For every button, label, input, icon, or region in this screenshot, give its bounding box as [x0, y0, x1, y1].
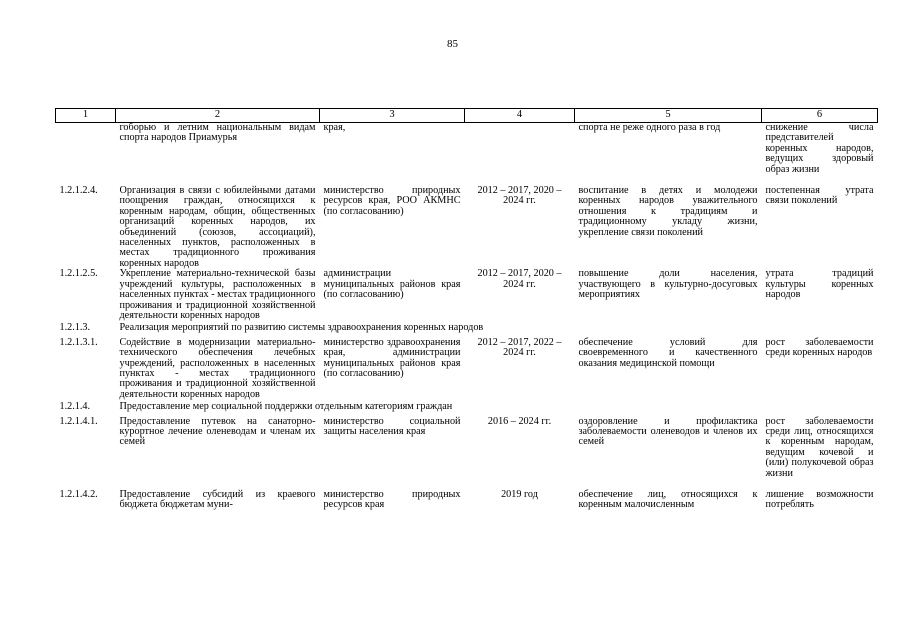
executor-cell: министерство социальной защиты населения края	[323, 415, 461, 437]
period-cell: 2012 – 2017, 2022 – 2024 гг.	[477, 336, 562, 359]
header-col-2: 2	[116, 109, 320, 123]
executor-cell: министерство здравоохранения края, администрации муниципальных районов края (по согласованию)	[323, 336, 461, 379]
risk-cell: снижение числа представителей коренных народов, ведущих здоровый образ жизни	[765, 122, 874, 175]
row-number: 1.2.1.2.5.	[59, 268, 98, 280]
header-col-5: 5	[575, 109, 762, 123]
table-header-row	[56, 109, 878, 123]
result-cell: обеспечение лиц, относящихся к коренным малочисленным	[578, 489, 758, 511]
risk-cell: постепенная утрата связи поколений	[765, 185, 874, 207]
period-cell: 2019 год	[501, 489, 538, 500]
result-cell: спорта не реже одного раза в год	[578, 122, 721, 133]
measure-cell: Укрепление материально-технической базы учреждений культуры, расположенных в населенных пунктах - местах традиционного проживания и традиционной хозяйственной деятельности коренных народов	[119, 268, 316, 321]
header-col-4: 4	[465, 109, 575, 123]
result-cell: воспитание в детях и молодежи коренных народов уважительного отношения к традициям и традиционному укладу жизни, укрепление связи поколений	[578, 185, 758, 238]
period-cell: 2012 – 2017, 2020 – 2024 гг.	[477, 268, 562, 290]
measure-cell: Предоставление путевок на санаторно-курортное лечение оленеводам и членам их семей	[119, 415, 316, 448]
program-measures-table	[55, 108, 878, 511]
header-col-6: 6	[762, 109, 878, 123]
page-number: 85	[447, 38, 458, 50]
period-cell: 2012 – 2017, 2020 – 2024 гг.	[477, 185, 562, 207]
risk-cell: утрата традиций культуры коренных народов	[765, 268, 874, 301]
period-cell: 2016 – 2024 гг.	[487, 415, 552, 427]
table-row	[56, 186, 878, 269]
risk-cell: рост заболеваемости среди лиц, относящихся к коренным народам, ведущим кочевой и (или) полукочевой образ жизни	[765, 415, 874, 479]
section-number: 1.2.1.4.	[59, 401, 91, 413]
result-cell: обеспечение условий для своевременного и качественного оказания медицинской помощи	[578, 336, 758, 369]
header-col-1: 1	[56, 109, 116, 123]
measure-cell: Содействие в модернизации материально-технического обеспечения лечебных учреждений, расположенных в населенных пунктах - местах традиционного проживания и традиционной хозяйственной деятельности коренных народов	[119, 336, 316, 400]
executor-cell: края,	[323, 122, 346, 133]
row-number: 1.2.1.4.1.	[59, 415, 98, 427]
table-row	[56, 490, 878, 511]
section-row	[56, 400, 878, 416]
row-number: 1.2.1.2.4.	[59, 185, 98, 197]
row-number	[56, 123, 116, 187]
risk-cell: лишение возможности потреблять	[765, 489, 874, 511]
executor-cell: администрации муниципальных районов края (по согласованию)	[323, 268, 461, 301]
measure-cell: Организация в связи с юбилейными датами поощрения граждан, относящихся к коренным народам, общин, общественных организаций коренных народов, их объединений (союзов, ассоциаций), населенных пунктов, расположенных в местах традиционного проживания коренных народов	[119, 185, 316, 269]
executor-cell: министерство природных ресурсов края	[323, 489, 461, 511]
period-cell	[465, 123, 575, 187]
risk-cell: рост заболеваемости среди коренных народов	[765, 336, 874, 359]
table-row	[56, 417, 878, 490]
table-row	[56, 123, 878, 187]
row-number: 1.2.1.4.2.	[59, 489, 98, 500]
executor-cell: министерство природных ресурсов края, РОО АКМНС (по согласованию)	[323, 185, 461, 217]
result-cell: повышение доли населения, участвующего в культурно-досуговых мероприятиях	[578, 268, 758, 301]
table-row	[56, 338, 878, 400]
table-row	[56, 269, 878, 321]
measure-cell: Предоставление субсидий из краевого бюджета бюджетам муни-	[119, 489, 316, 511]
header-col-3: 3	[320, 109, 465, 123]
section-number: 1.2.1.3.	[59, 322, 91, 334]
section-title: Предоставление мер социальной поддержки отдельным категориям граждан	[119, 401, 453, 413]
measure-cell: гоборью и летним национальным видам спорта народов Приамурья	[119, 122, 316, 144]
section-row	[56, 321, 878, 337]
row-number: 1.2.1.3.1.	[59, 336, 98, 348]
section-title: Реализация мероприятий по развитию системы здравоохранения коренных народов	[119, 322, 484, 334]
result-cell: оздоровление и профилактика заболеваемости оленеводов и членов их семей	[578, 415, 758, 448]
